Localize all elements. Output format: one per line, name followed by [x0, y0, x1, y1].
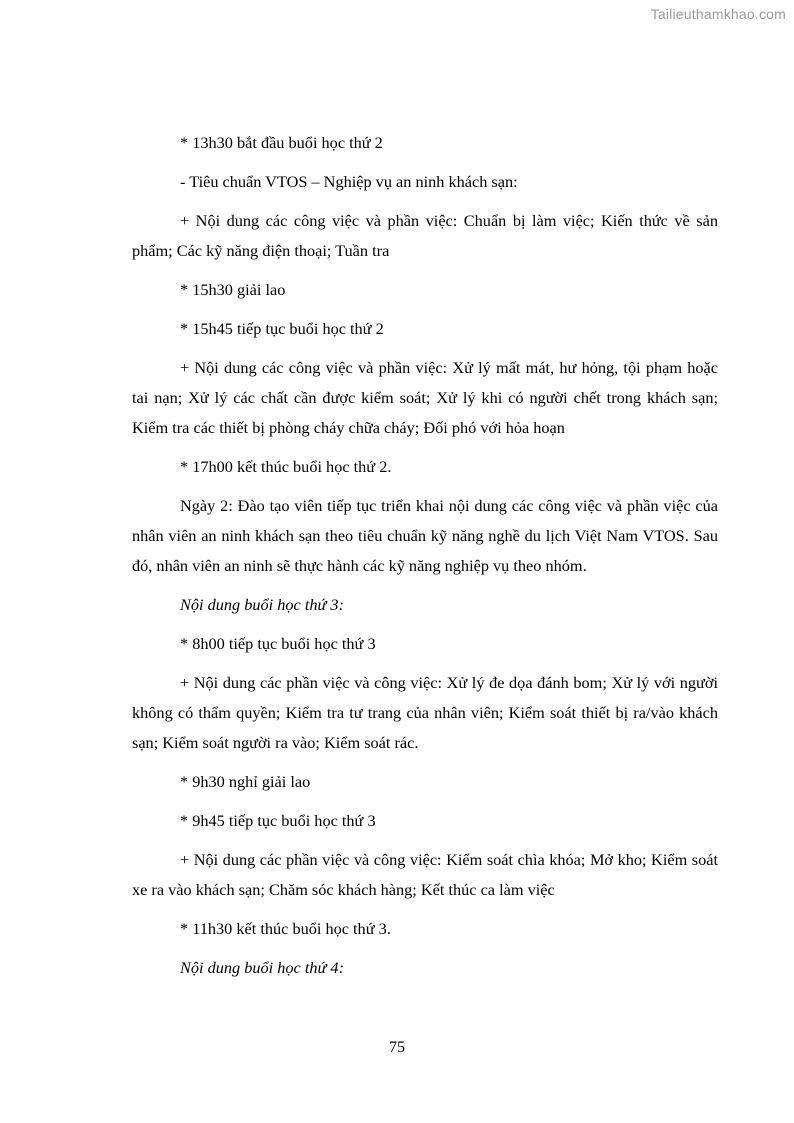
schedule-line: * 13h30 bắt đầu buổi học thứ 2 [180, 133, 383, 152]
content-paragraph: + Nội dung các phần việc và công việc: Xử lý đe dọa đánh bom; Xử lý với người không có thẩm quyền; Kiểm tra tư trang của nhân viên; Kiểm soát thiết bị ra/vào khách sạn; Kiểm soát người ra vào; Kiểm soát rác. [132, 673, 718, 752]
schedule-line: * 8h00 tiếp tục buổi học thứ 3 [180, 634, 376, 653]
content-paragraph: + Nội dung các công việc và phần việc: Xử lý mất mát, hư hỏng, tội phạm hoặc tai nạn; Xử lý các chất cần được kiểm soát; Xử lý khi có người chết trong khách sạn; Kiểm tra các thiết bị phòng cháy chữa cháy; Đối phó với hỏa hoạn [132, 358, 718, 437]
session-heading: Nội dung buổi học thứ 3: [180, 595, 344, 614]
session-heading: Nội dung buổi học thứ 4: [180, 958, 344, 977]
watermark: Tailieuthamkhao.com [650, 6, 786, 22]
section-heading: - Tiêu chuẩn VTOS – Nghiệp vụ an ninh khách sạn: [180, 172, 518, 191]
schedule-line: * 9h30 nghỉ giải lao [180, 772, 311, 791]
schedule-line: * 15h30 giải lao [180, 280, 286, 299]
schedule-line: * 11h30 kết thúc buổi học thứ 3. [180, 919, 391, 938]
content-paragraph: + Nội dung các công việc và phần việc: Chuẩn bị làm việc; Kiến thức về sản phẩm; Các kỹ năng điện thoại; Tuần tra [132, 211, 718, 260]
schedule-line: * 15h45 tiếp tục buổi học thứ 2 [180, 319, 384, 338]
content-paragraph: + Nội dung các phần việc và công việc: Kiểm soát chìa khóa; Mở kho; Kiểm soát xe ra vào khách sạn; Chăm sóc khách hàng; Kết thúc ca làm việc [132, 850, 718, 899]
page-number: 75 [389, 1039, 405, 1056]
schedule-line: * 9h45 tiếp tục buổi học thứ 3 [180, 811, 376, 830]
schedule-line: * 17h00 kết thúc buổi học thứ 2. [180, 457, 392, 476]
content-paragraph: Ngày 2: Đào tạo viên tiếp tục triển khai nội dung các công việc và phần việc của nhân viên an ninh khách sạn theo tiêu chuẩn kỹ năng nghề du lịch Việt Nam VTOS. Sau đó, nhân viên an ninh sẽ thực hành các kỹ năng nghiệp vụ theo nhóm. [132, 496, 718, 575]
document-body [132, 128, 718, 992]
